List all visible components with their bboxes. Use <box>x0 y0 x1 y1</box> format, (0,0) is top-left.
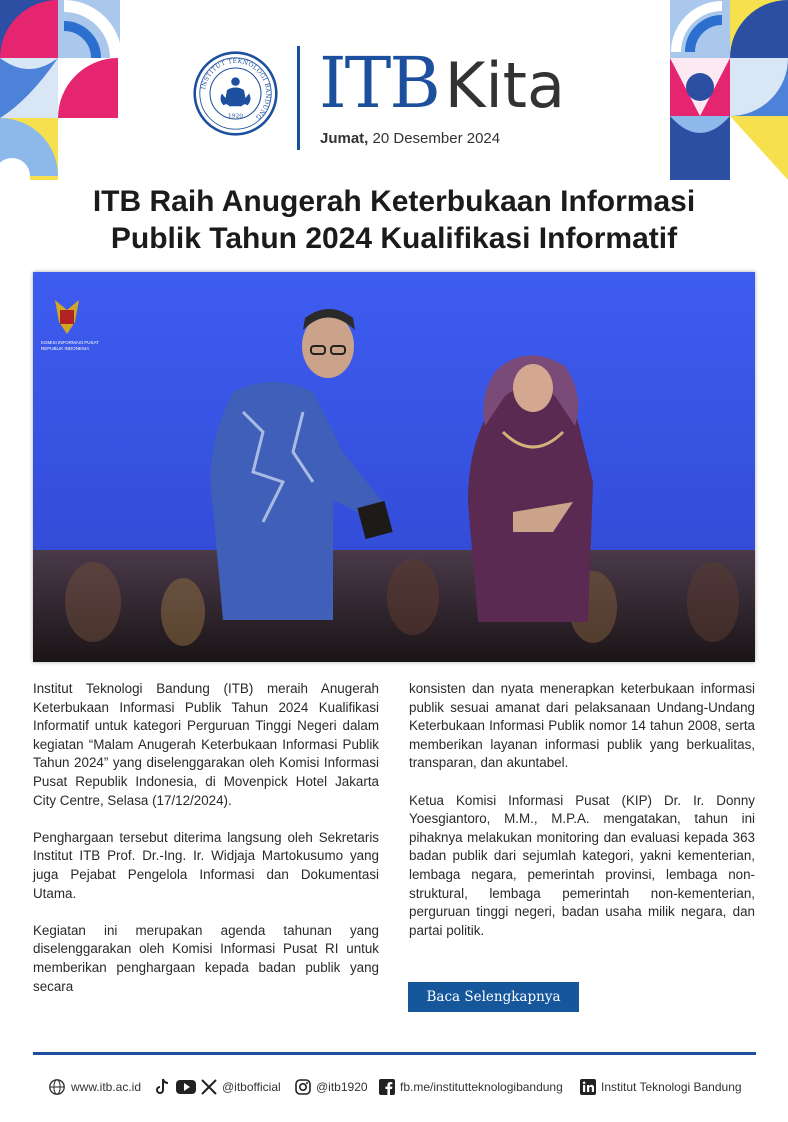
paragraph: Kegiatan ini merupakan agenda tahunan yang diselenggarakan oleh Komisi Informasi Pusat RI untuk memberikan penghargaan kepada badan publik yang secara <box>33 922 379 994</box>
svg-text:REPUBLIK INDONESIA: REPUBLIK INDONESIA <box>41 346 90 351</box>
read-more-button[interactable]: Baca Selengkapnya >>> <box>408 982 579 1012</box>
decorative-pattern-right <box>670 0 788 180</box>
globe-icon <box>48 1078 66 1096</box>
youtube-icon <box>176 1079 196 1095</box>
social-handle-link[interactable] <box>155 1076 281 1098</box>
award-ceremony-photo <box>33 272 755 662</box>
instagram-text: @itb1920 <box>316 1080 368 1094</box>
facebook-icon <box>379 1079 395 1095</box>
header-divider <box>297 46 300 150</box>
x-icon <box>201 1079 217 1095</box>
date-rest: 20 Desember 2024 <box>372 130 501 147</box>
svg-text:KOMISI INFORMASI PUSAT: KOMISI INFORMASI PUSAT <box>41 340 99 345</box>
title-line-1: ITB Raih Anugerah Keterbukaan Informasi <box>92 185 696 218</box>
title-line-2: Publik Tahun 2024 Kualifikasi Informatif <box>110 222 678 255</box>
paragraph: Ketua Komisi Informasi Pusat (KIP) Dr. Ir. Donny Yoesgiantoro, M.M., M.P.A. mengatakan, tahun ini pihaknya melakukan monitoring dan evaluasi kepada 363 badan publik dari sejumlah kategori, yakni kementerian, lembaga negara, pemerintah provinsi, lembaga non-struktural, lembaga pemerintah non-kementerian, perguruan tinggi negeri, badan usaha milik negara, dan partai politik. <box>409 792 755 938</box>
website-link[interactable] <box>48 1076 141 1098</box>
date-day: Jumat, <box>320 130 369 147</box>
footer-divider <box>33 1052 756 1055</box>
itbkita-brand <box>319 42 565 128</box>
linkedin-text: Institut Teknologi Bandung <box>601 1080 742 1094</box>
instagram-icon <box>295 1079 311 1095</box>
article-body-left <box>33 680 379 1015</box>
svg-text:INSTITUT TEKNOLOGI BANDUNG: INSTITUT TEKNOLOGI BANDUNG <box>200 57 272 121</box>
paragraph: Institut Teknologi Bandung (ITB) meraih Anugerah Keterbukaan Informasi Publik Tahun 2024 Kualifikasi Informatif untuk kategori Perguruan Tinggi Negeri dalam kegiatan “Malam Anugerah Keterbukaan Informasi Publik Tahun 2024” yang diselenggarakan oleh Komisi Informasi Pusat Republik Indonesia, di Movenpick Hotel Jakarta City Centre, Selasa (17/12/2024). <box>33 681 379 808</box>
svg-text:1920: 1920 <box>227 112 244 120</box>
linkedin-icon <box>580 1079 596 1095</box>
article-title <box>20 183 768 257</box>
itb-seal-logo <box>193 51 278 136</box>
decorative-pattern-left <box>0 0 120 180</box>
brand-kita: Kita <box>444 49 565 122</box>
paragraph: Penghargaan tersebut diterima langsung oleh Sekretaris Institut ITB Prof. Dr.-Ing. Ir. Widjaja Martokusumo yang juga Pejabat Pengelola Informasi dan Dokumentasi Utama. <box>33 829 379 901</box>
social-handle-text: @itbofficial <box>222 1080 281 1094</box>
tiktok-icon <box>155 1078 171 1096</box>
facebook-link[interactable] <box>379 1076 563 1098</box>
facebook-text: fb.me/institutteknologibandung <box>400 1080 563 1094</box>
woman-figure <box>468 355 593 622</box>
paragraph: konsisten dan nyata menerapkan keterbukaan informasi publik sesuai amanat dari pelaksanaan Undang-Undang Keterbukaan Informasi Publik nomor 14 tahun 2008, serta memberikan layanan informasi publik yang berkualitas, transparan, dan akuntabel. <box>409 681 755 771</box>
brand-itb: ITB <box>319 42 439 124</box>
instagram-link[interactable] <box>295 1076 368 1098</box>
linkedin-link[interactable] <box>580 1076 742 1098</box>
article-body-right <box>409 680 755 959</box>
footer <box>48 1076 748 1098</box>
website-text: www.itb.ac.id <box>71 1080 142 1094</box>
issue-date <box>320 130 500 147</box>
